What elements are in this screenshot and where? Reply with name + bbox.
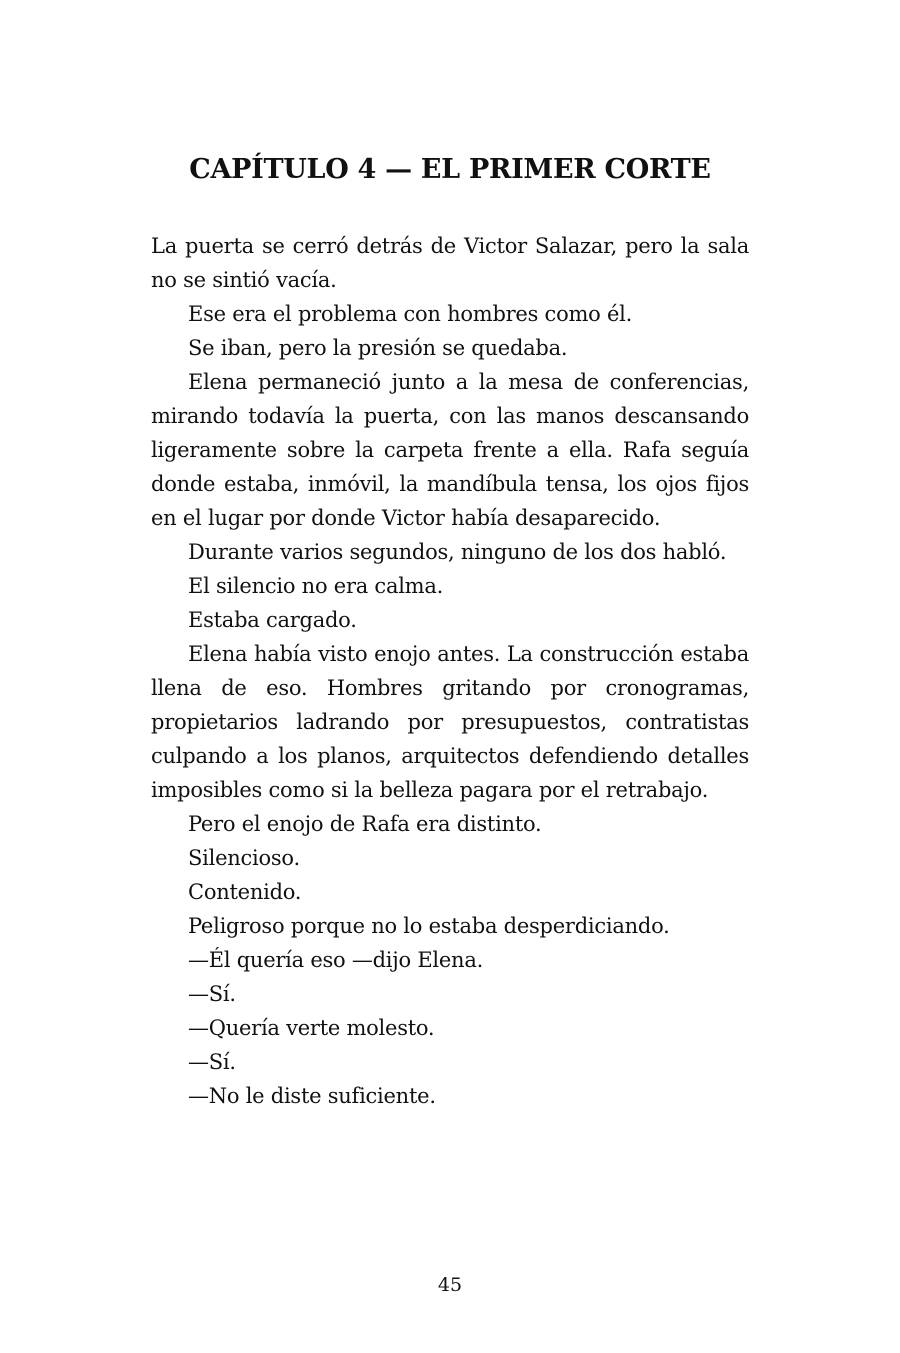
paragraph: Elena había visto enojo antes. La construcción estaba llena de eso. Hombres gritando por cronogramas, propietarios ladrando por presupuestos, contratistas culpando a los planos, arquitectos defendiendo detalles imposibles como si la belleza pagara por el retrabajo. bbox=[151, 642, 749, 802]
paragraph: Pero el enojo de Rafa era distinto. bbox=[188, 812, 542, 836]
paragraph: Peligroso porque no lo estaba desperdiciando. bbox=[188, 914, 670, 938]
dialogue-line: —Él quería eso —dijo Elena. bbox=[188, 948, 484, 972]
paragraph: Ese era el problema con hombres como él. bbox=[188, 302, 633, 326]
paragraph: Durante varios segundos, ninguno de los dos habló. bbox=[188, 540, 727, 564]
paragraph: Contenido. bbox=[188, 880, 302, 904]
chapter-body bbox=[151, 229, 749, 1113]
dialogue-line: —No le diste suficiente. bbox=[188, 1084, 436, 1108]
dialogue-line: —Sí. bbox=[188, 1050, 236, 1074]
paragraph: Estaba cargado. bbox=[188, 608, 357, 632]
page-number: 45 bbox=[437, 1274, 463, 1296]
paragraph: La puerta se cerró detrás de Victor Salazar, pero la sala no se sintió vacía. bbox=[151, 234, 749, 292]
dialogue-line: —Quería verte molesto. bbox=[188, 1016, 435, 1040]
paragraph: Silencioso. bbox=[188, 846, 300, 870]
chapter-title: CAPÍTULO 4 — EL PRIMER CORTE bbox=[189, 154, 711, 185]
paragraph: Se iban, pero la presión se quedaba. bbox=[188, 336, 568, 360]
paragraph: Elena permaneció junto a la mesa de conferencias, mirando todavía la puerta, con las manos descansando ligeramente sobre la carpeta frente a ella. Rafa seguía donde estaba, inmóvil, la mandíbula tensa, los ojos fijos en el lugar por donde Victor había desaparecido. bbox=[151, 370, 749, 530]
paragraph: El silencio no era calma. bbox=[188, 574, 444, 598]
dialogue-line: —Sí. bbox=[188, 982, 236, 1006]
